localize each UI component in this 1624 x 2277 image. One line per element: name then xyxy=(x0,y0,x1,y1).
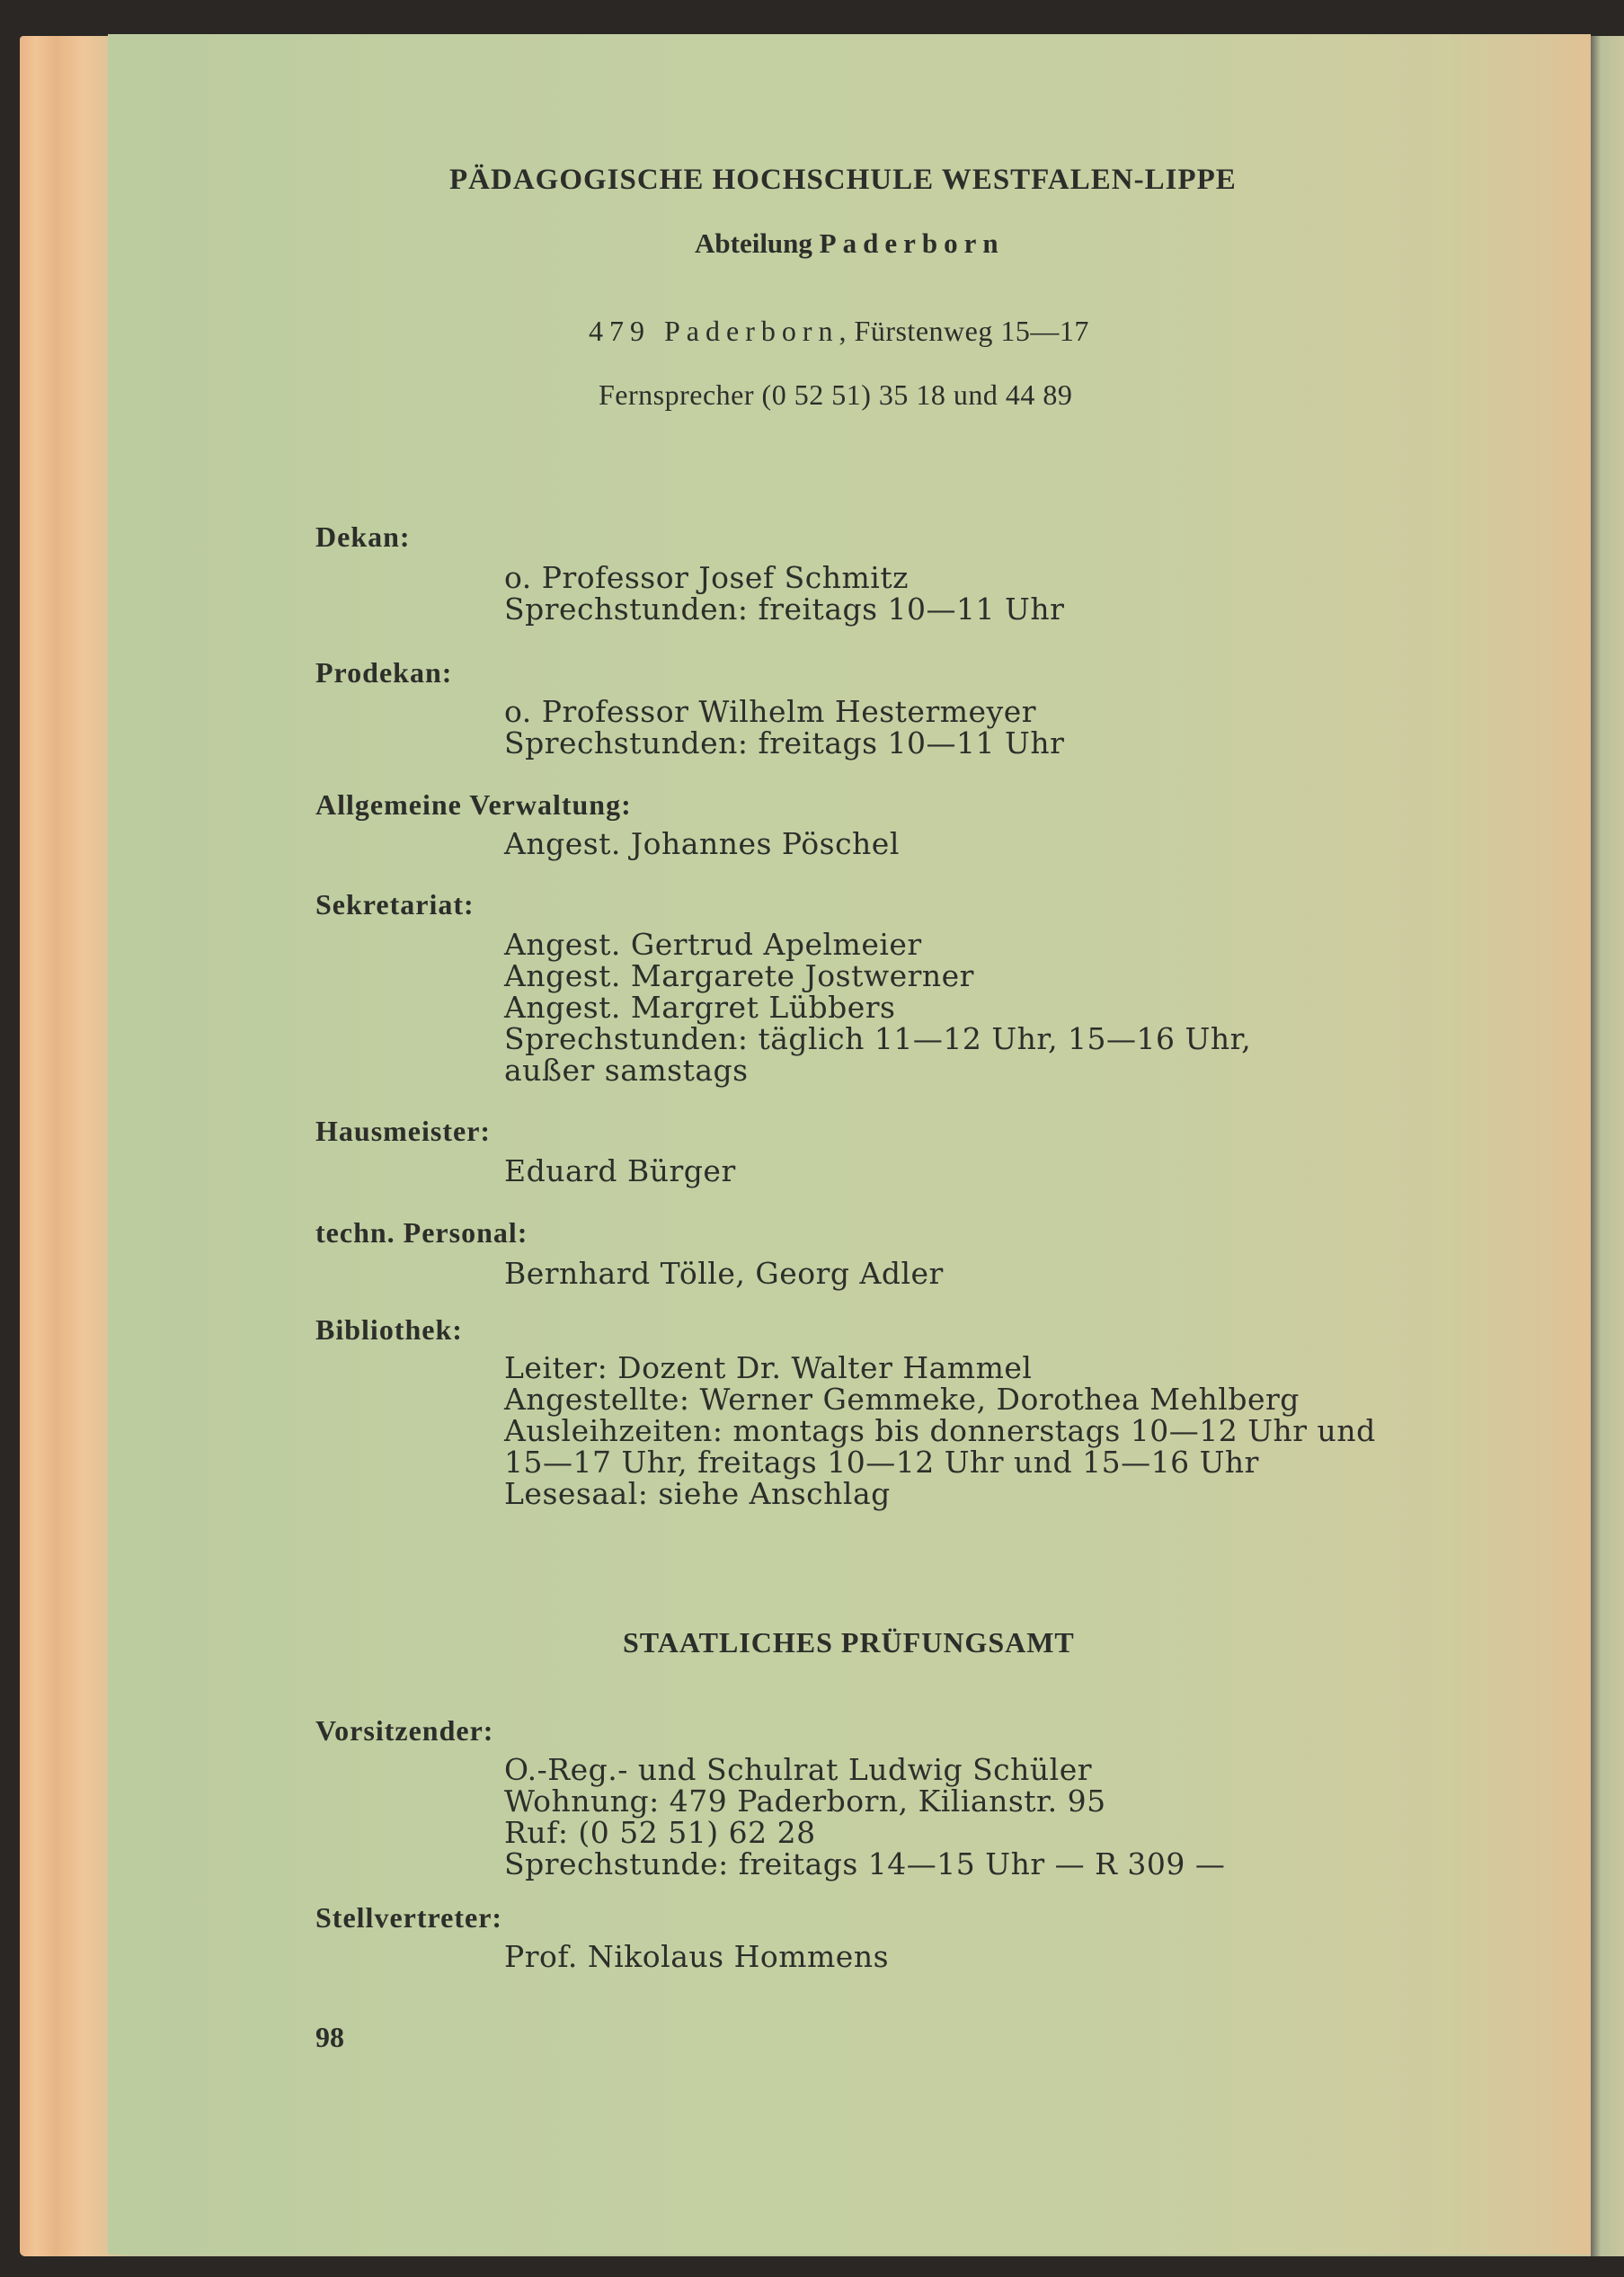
address-line xyxy=(589,315,1089,348)
entry-line: Prof. Nikolaus Hommens xyxy=(504,1939,890,1974)
section-entry-bibliothek xyxy=(504,1352,1376,1509)
institution-title: PÄDAGOGISCHE HOCHSCHULE WESTFALEN-LIPPE xyxy=(449,164,1237,196)
section-entry-sekretariat xyxy=(504,929,1251,1086)
section-label-dekan: Dekan: xyxy=(315,520,411,553)
section-entry-prodekan xyxy=(504,696,1064,759)
entry-line: Sprechstunden: freitags 10—11 Uhr xyxy=(504,591,1065,627)
section-label-stellvertreter: Stellvertreter: xyxy=(315,1901,503,1934)
entry-line: Angest. Margret Lübbers xyxy=(504,990,896,1025)
address-city: 479 Paderborn xyxy=(589,315,839,347)
entry-line: o. Professor Josef Schmitz xyxy=(504,560,909,595)
entry-line: Ruf: (0 52 51) 62 28 xyxy=(504,1815,816,1850)
section-entry-verwaltung xyxy=(504,828,900,859)
entry-line: Angestellte: Werner Gemmeke, Dorothea Mehlberg xyxy=(504,1382,1300,1417)
entry-line: Angest. Margarete Jostwerner xyxy=(504,958,974,993)
entry-line: Sprechstunden: täglich 11—12 Uhr, 15—16 Uhr, xyxy=(504,1021,1252,1056)
entry-line: Angest. Johannes Pöschel xyxy=(504,826,900,861)
entry-line: außer samstags xyxy=(504,1053,749,1088)
entry-line: 15—17 Uhr, freitags 10—12 Uhr und 15—16 Uhr xyxy=(504,1445,1259,1480)
department-heading xyxy=(695,227,1005,260)
entry-line: Wohnung: 479 Paderborn, Kilianstr. 95 xyxy=(504,1783,1106,1819)
section-label-sekretariat: Sekretariat: xyxy=(315,888,475,921)
section-entry-dekan xyxy=(504,562,1064,625)
section-label-bibliothek: Bibliothek: xyxy=(315,1313,463,1346)
entry-line: Angest. Gertrud Apelmeier xyxy=(504,927,922,962)
page-number: 98 xyxy=(315,2021,344,2053)
department-name: Paderborn xyxy=(819,227,1005,259)
section-label-hausmeister: Hausmeister: xyxy=(315,1115,492,1147)
section-label-vorsitzender: Vorsitzender: xyxy=(315,1714,494,1747)
entry-line: Eduard Bürger xyxy=(504,1153,736,1188)
section-entry-stellvertreter xyxy=(504,1941,889,1972)
section-label-prodekan: Prodekan: xyxy=(315,656,453,689)
entry-line: o. Professor Wilhelm Hestermeyer xyxy=(504,694,1037,729)
facing-page-edge xyxy=(1591,36,1624,2256)
section-label-verwaltung: Allgemeine Verwaltung: xyxy=(315,788,632,821)
section-entry-hausmeister xyxy=(504,1155,736,1187)
phone-line: Fernsprecher (0 52 51) 35 18 und 44 89 xyxy=(599,378,1073,411)
section-entry-personal xyxy=(504,1258,944,1289)
entry-line: Sprechstunden: freitags 10—11 Uhr xyxy=(504,725,1065,760)
entry-line: Leiter: Dozent Dr. Walter Hammel xyxy=(504,1350,1033,1385)
entry-line: Ausleihzeiten: montags bis donnerstags 10—12 Uhr und xyxy=(504,1413,1376,1448)
address-street: , Fürstenweg 15—17 xyxy=(839,315,1089,347)
section-entry-vorsitzender xyxy=(504,1754,1225,1880)
exam-office-title: STAATLICHES PRÜFUNGSAMT xyxy=(623,1626,1075,1659)
section-label-personal: techn. Personal: xyxy=(315,1216,528,1249)
entry-line: Sprechstunde: freitags 14—15 Uhr — R 309 — xyxy=(504,1846,1226,1881)
entry-line: Bernhard Tölle, Georg Adler xyxy=(504,1256,944,1291)
entry-line: Lesesaal: siehe Anschlag xyxy=(504,1476,891,1511)
entry-line: O.-Reg.- und Schulrat Ludwig Schüler xyxy=(504,1752,1093,1787)
department-prefix: Abteilung xyxy=(695,227,812,259)
